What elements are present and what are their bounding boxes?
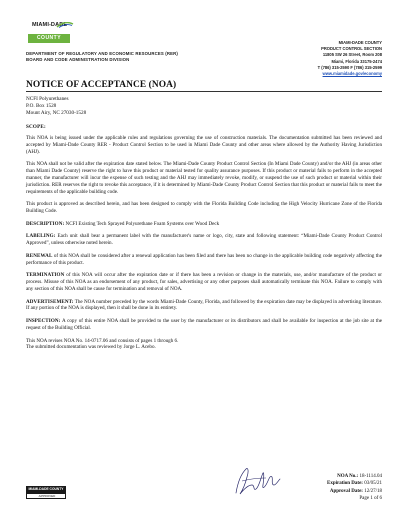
renewal-label: RENEWAL <box>26 252 53 259</box>
office-address-block <box>318 40 382 77</box>
description-label: DESCRIPTION: <box>26 220 65 227</box>
logo-text: MIAMI-DADE <box>32 22 68 28</box>
renewal-paragraph <box>26 253 382 267</box>
scope-heading: SCOPE: <box>26 124 46 130</box>
termination-paragraph <box>26 272 382 293</box>
inspection-paragraph <box>26 318 382 332</box>
address-line: NCFI Polyurethanes <box>26 96 69 102</box>
approval-line <box>327 488 382 495</box>
description-paragraph <box>26 221 382 228</box>
stamp-top-text: MIAMI-DADE COUNTY <box>28 487 64 491</box>
department-line-2: BOARD AND CODE ADMINISTRATION DIVISION <box>26 57 130 63</box>
address-line: Mount Airy, NC 27030-1528 <box>26 110 87 117</box>
labeling-label: LABELING: <box>26 233 56 240</box>
stamp-bottom-text: APPROVED <box>38 494 56 498</box>
office-line: Miami, Florida 33175-2474 <box>331 58 382 64</box>
expiration-value: 03/05/21 <box>362 481 382 487</box>
description-text: NCFI Existing Tech Sprayed Polyurethane Foam Systems over Wood Deck <box>64 220 220 227</box>
termination-text: of this NOA will occur after the expiration date or if there has been a revision or change in the materials, use, and/or manufacture of the product or process. Misuse of this NOA as an endorsement of any product, for sales, advertising or any other purposes shall automatically terminate this NOA. Failure to comply with any section of this NOA shall be cause for termination and removal of NOA. <box>26 272 382 292</box>
noa-number-line <box>327 473 382 480</box>
expiration-line <box>327 480 382 487</box>
scope-paragraph-2: This NOA shall not be valid after the expiration date stated below. The Miami-Dade County Product Control Section (In Miami Dade County) and/or the AHJ (in areas other than Miami Dade County) reserve the right to have this product or material tested for quality assurance purposes. If this product or material fails to perform in the accepted manner, the manufacturer will incur the expense of such testing and the AHJ may immediately revoke, modify, or suspend the use of such product or material within their jurisdiction. RER reserves the right to revoke this acceptance, if it is determined by Miami-Dade County Product Control Section that this product or material fails to meet the requirements of the applicable building code. <box>26 161 382 195</box>
expiration-label: Expiration Date: <box>326 481 363 487</box>
office-line: PRODUCT CONTROL SECTION <box>321 46 382 52</box>
logo-county-text: COUNTY <box>36 35 62 41</box>
noa-number-value: 18-1114.04 <box>358 474 382 479</box>
reviewed-note: The submitted documentation was reviewed by Jorge L. Acebo. <box>26 344 156 351</box>
inspection-label: INSPECTION: <box>26 318 61 325</box>
inspection-text: A copy of this entire NOA shall be provided to the user by the manufacturer or its distributors and shall be available for inspection at the job site at the request of the Building Official. <box>26 318 382 331</box>
labeling-paragraph <box>26 233 382 247</box>
miami-dade-logo <box>26 22 76 44</box>
department-heading <box>26 51 178 63</box>
approval-label: Approval Date: <box>329 488 363 494</box>
renewal-text: of this NOA shall be considered after a renewal application has been filed and there has been no change in the applicable building code negatively affecting the performance of this product. <box>26 252 382 266</box>
advertisement-label: ADVERTISEMENT: <box>26 298 74 305</box>
advertisement-text: The NOA number preceded by the words Miami-Dade County, Florida, and followed by the expiration date may be displayed in advertising literature. If any portion of the NOA is displayed, then it shall be done in its entirety. <box>26 298 382 312</box>
department-line-1: DEPARTMENT OF REGULATORY AND ECONOMIC RESOURCES (RER) <box>26 51 178 56</box>
recipient-address <box>26 96 86 118</box>
page-number: Page 1 of 6 <box>359 496 382 502</box>
scope-paragraph-1: This NOA is being issued under the applicable rules and regulations governing the use of construction materials. The documentation submitted has been reviewed and accepted by Miami-Dade County RER - Product Control Section to be used in Miami Dade County and other areas where allowed by the Authority Having Jurisdiction (AHJ). <box>26 134 382 155</box>
logo-swoosh-icon <box>56 22 74 28</box>
website-link[interactable]: www.miamidade.gov/economy <box>322 71 382 77</box>
document-body <box>26 124 382 351</box>
labeling-text: Each unit shall bear a permanent label with the manufacturer's name or logo, city, state and following statement: “Miami-Dade County Product Control Approved”, unless otherwise noted herein. <box>26 233 382 247</box>
scope-paragraph-3: This product is approved as described herein, and has been designed to comply with the Florida Building Code including the High Velocity Hurricane Zone of the Florida Building Code. <box>26 201 382 215</box>
title-divider <box>26 91 382 92</box>
office-line: MIAMI-DADE COUNTY <box>338 40 382 45</box>
noa-info-block <box>327 473 382 503</box>
office-line: T (786) 315-2590 F (786) 315-2599 <box>317 64 382 70</box>
noa-number-label: NOA No.: <box>337 474 359 479</box>
approved-stamp-logo <box>26 486 66 500</box>
revises-note: This NOA revises NOA No. 14-0717.06 and consists of pages 1 through 6. <box>26 337 179 344</box>
reviewer-signature <box>228 463 290 499</box>
advertisement-paragraph <box>26 299 382 313</box>
page-title: NOTICE OF ACCEPTANCE (NOA) <box>26 80 177 90</box>
approval-value: 12/27/18 <box>362 488 382 494</box>
termination-label: TERMINATION <box>26 272 65 279</box>
office-line: 11805 SW 26 Street, Room 208 <box>322 52 382 58</box>
address-line: P.O. Box 1528 <box>26 103 57 110</box>
